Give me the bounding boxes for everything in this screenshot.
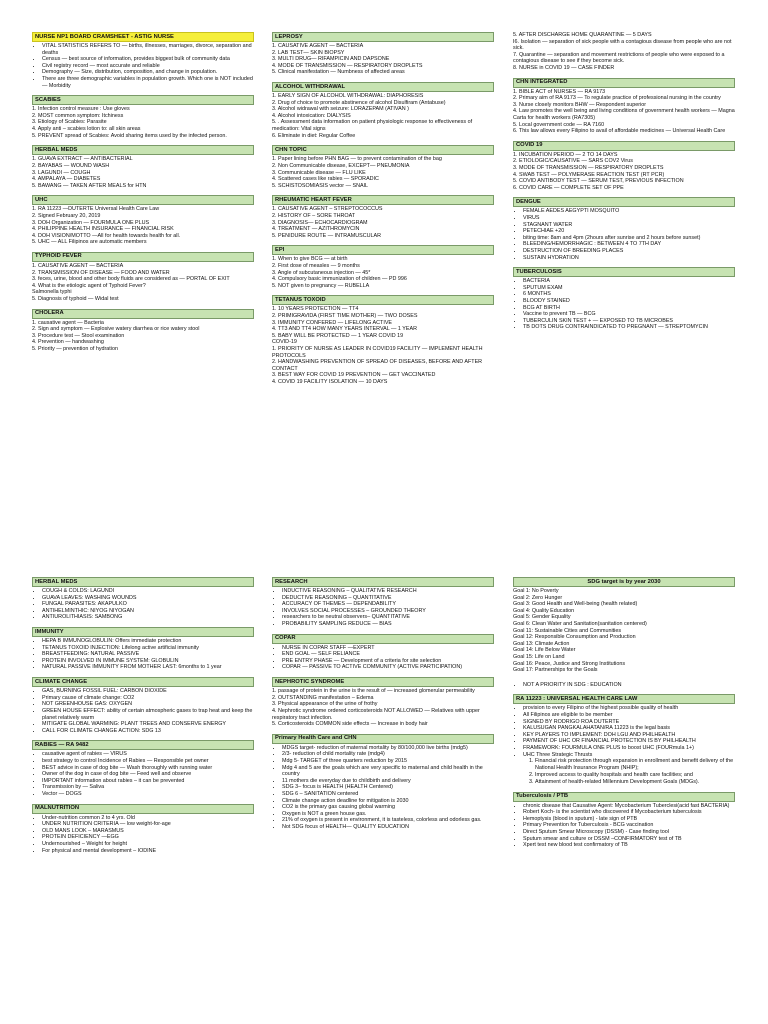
section-heading: UHC <box>32 195 254 205</box>
page2-column-2 <box>272 577 494 836</box>
list-item: 2. BAYABAS — WOUND WASH <box>32 162 110 169</box>
section-heading: COVID 19 <box>513 141 735 151</box>
list-item: • All Filipinos are eligible to be member <box>523 712 735 719</box>
list-item: • Vaccine to prevent TB — BCG <box>523 311 735 318</box>
list-item: • FUNGAL PARASITES: AKAPULKO <box>42 601 254 608</box>
list-item: 5. PENIDURE ROUTE — INTRAMUSCULAR <box>272 232 382 239</box>
list-item: • BCG AT BIRTH <box>523 305 735 312</box>
list-item: 3. Nurse closely monitors BHW — Respondent superior <box>513 101 647 108</box>
section-ra-11223-universal-health-care-law <box>513 694 735 785</box>
list-item: • MDGS target- reduction of maternal mortality by 80/100,000 live births (mdg5) <box>282 745 494 752</box>
list-item: 4. TT3 AND TT4 HOW MANY YEARS INTERVAL — 1 YEAR <box>272 326 417 333</box>
list-item: • Xpert test new blood test confirmatory of TB <box>523 842 735 849</box>
list-item: 1. BIBLE ACT of NURSES — RA 9173 <box>513 88 606 95</box>
bullet-list <box>32 638 254 671</box>
list-item: • PRE ENTRY PHASE — Development of a criteria for site selection <box>282 658 494 665</box>
list-item: Goal 5: Gender Equality <box>513 614 571 621</box>
list-item: 3. Communicable disease — FLU LIKE <box>272 169 366 176</box>
section-heading: SCABIES <box>32 95 254 105</box>
list-item: 2. LAB TEST— SKIN BIOPSY <box>272 49 345 56</box>
list-item: • 6 MONTHS <box>523 291 735 298</box>
list-item: Salmonella typhi <box>32 289 72 296</box>
section-heading: RESEARCH <box>272 577 494 587</box>
list-item: 1. CAUSATIVE AGENT – STREPTOCOCCUS <box>272 206 383 213</box>
section-untitled <box>513 32 735 72</box>
section-herbal-meds <box>32 577 254 621</box>
list-item: • UNDER NUTRITION CRITERIA — low weight-for-age <box>42 821 254 828</box>
section-heading: DENGUE <box>513 197 735 207</box>
list-item: 1. INCUBATION PERIOD — 2 TO 14 DAYS <box>513 151 618 158</box>
list-item: • BACTERIA <box>523 278 735 285</box>
bullet-list <box>32 815 254 855</box>
list-item: • STAGNANT WATER <box>523 222 735 229</box>
section-dengue <box>513 197 735 261</box>
section-leprosy <box>272 32 494 76</box>
list-item: • OLD MANS LOOK – MARASMUS <box>42 828 254 835</box>
list-item: • MITIGATE GLOBAL WARMING: PLANT TREES AND CONSERVE ENERGY <box>42 721 254 728</box>
list-item: • Robert Koch- is the scientist who discovered if Mycobacterium tuberculosis <box>523 809 735 816</box>
list-item: 2. First dose of measles — 9 months <box>272 262 360 269</box>
section-heading: HERBAL MEDS <box>32 145 254 155</box>
list-item: 3. feces, urine, blood and other body fluids are considered as — PORTAL OF EXIT <box>32 276 230 283</box>
list-item: • chronic disease that Causative Agent: Mycobacterium Tuberclesi(acid fast BACTERIA) <box>523 803 735 810</box>
list-item: 1. CAUSATIVE AGENT — BACTERIA <box>32 262 124 269</box>
list-item: • ACCURACY OF THEMES — DEPENDABILITY <box>282 601 494 608</box>
section-tuberculosis <box>513 267 735 331</box>
section-herbal-meds <box>32 145 254 189</box>
page1-column-2 <box>272 32 494 392</box>
list-item: • Undernourished – Weight for height <box>42 841 254 848</box>
list-item: 4. SWAB TEST — POLYMERASE REACTION TEST (RT PCR) <box>513 171 665 178</box>
list-item: 4. Apply anti – scabies lotion to: all skin areas <box>32 126 141 133</box>
list-item: • TUBERCULIN SKIN TEST + — EXPOSED TO TB MICROBES <box>523 318 735 325</box>
section-immunity <box>32 627 254 671</box>
list-item: • FRAMEWORK: FOURMULA ONE PLUS to boost UHC (FOURmula 1+) <box>523 745 735 752</box>
section-tetanus-toxoid <box>272 295 494 385</box>
section-uhc <box>32 195 254 246</box>
list-item: 3. Physical appearance of the urine of frothy <box>272 701 378 708</box>
list-item: Goal 12: Responsible Consumption and Production <box>513 634 636 641</box>
section-heading: TETANUS TOXOID <box>272 295 494 305</box>
section-heading: MALNUTRITION <box>32 804 254 814</box>
list-item: • NOT A PRIORITY IN SDG : EDUCATION <box>523 682 735 689</box>
list-item: • 2/3- reduction of child mortality rate (mdg4) <box>282 751 494 758</box>
list-item: 5. Clinical manifestation — Numbness of affected areas <box>272 69 405 76</box>
bullet-list <box>32 588 254 621</box>
list-item: 5. Local government code — RA 7160 <box>513 121 605 128</box>
list-item: 3. Angle of subcutaneous injection — 45* <box>272 269 371 276</box>
list-item: 3. MODE OF TRANSMISSION — RESPIRATORY DROPLETS <box>513 165 664 172</box>
list-item: • UHC Three Strategic Thrusts <box>523 752 735 759</box>
section-heading: RHEUMATIC HEART FEVER <box>272 195 494 205</box>
list-item: Goal 16: Peace, Justice and Strong Institutions <box>513 660 626 667</box>
section-scabies <box>32 95 254 139</box>
bullet-list <box>513 278 735 331</box>
list-item: • NOT GREENHOUSE GAS: OXYGEN <box>42 701 254 708</box>
page2-column-3 <box>513 577 735 855</box>
list-item: • IMPORTANT information about rabies – it can be prevented <box>42 778 254 785</box>
section-heading: EPI <box>272 245 494 255</box>
section-heading: RA 11223 : UNIVERSAL HEALTH CARE LAW <box>513 694 735 704</box>
list-item: • Direct Sputum Smear Microscopy (DSSM) - Case finding tool <box>523 829 735 836</box>
list-item: 3. IMMUNITY CONFERED — LIFELONG ACTIVE <box>272 319 393 326</box>
list-item: • PROBABILITY SAMPLING REDUCE — BIAS <box>282 621 494 628</box>
list-item: 5. PREVENT spread of Scabies: Avoid sharing items used by the infected person. <box>32 132 227 139</box>
list-item: Goal 1: No Poverty <box>513 588 559 595</box>
bullet-list <box>513 682 735 689</box>
list-item: Goal 6: Clean Water and Sanitation(sanitation centered) <box>513 621 647 628</box>
list-item: Goal 14: Life Below Water <box>513 647 576 654</box>
list-item: 4. TREATMENT — AZITHROMYCIN <box>272 226 360 233</box>
list-item: • Not SDG focus of HEALTH— QUALITY EDUCATION <box>282 824 494 831</box>
list-item: 2. MOST common symptom: Itchiness <box>32 112 124 119</box>
list-item: 4. Law promotes the well being and living conditions of government health workers — Magna Carta for health workers (RA7305) <box>513 108 735 121</box>
list-item: 5. SCHISTOSOMIASIS vector — SNAIL <box>272 182 369 189</box>
section-heading: SDG target is by year 2030 <box>513 577 735 587</box>
list-item: • INVOLVES SOCIAL PROCESSES – GROUNDED THEORY <box>282 608 494 615</box>
list-item: • Transmission by — Saliva <box>42 784 254 791</box>
list-item: 3. Etiology of Scabies: Parasite <box>32 119 107 126</box>
list-item: • INDUCTIVE REASONING – QUALITATIVE RESEARCH <box>282 588 494 595</box>
list-item: • ANTIUROLITHIASIS: SAMBONG <box>42 614 254 621</box>
list-item: 4. AMPALAYA — DIABETES <box>32 176 101 183</box>
list-item: • DEDUCTIVE REASONING – QUANTITATIVE <box>282 595 494 602</box>
section-climate-change <box>32 677 254 734</box>
list-item: • KEY PLAYERS TO IMPLEMENT: DOH LGU AND PHILHEALTH <box>523 732 735 739</box>
list-item: • biting time: 8am and 4pm (2hours after sunrise and 2 hours before sunset) <box>523 235 735 242</box>
list-item: 3. DIAGNOSIS— ECHOCARDIOGRAM <box>272 219 368 226</box>
list-item: • PAYMENT OF UHC OR FINANCIAL PROTECTION IS BY PHILHEALTH <box>523 738 735 745</box>
section-chn-topic <box>272 145 494 189</box>
list-item: 4. Nephrotic syndrome ordered corticosteroids NOT ALLOWED — Relatives with upper respiratory tract infection. <box>272 707 480 721</box>
list-item: 1. passage of protein in the urine is the result of — increased glomerular permeability <box>272 688 475 695</box>
list-item: 8. NURSE in COVID 19 — CASE FINDER <box>513 64 615 71</box>
list-item: • FEMALE AEDES AEGYPTI MOSQUITO <box>523 208 735 215</box>
list-item: I6. Isolation — separation of sick people with a contagious disease from people who are not sick. <box>513 38 732 52</box>
section-nurse-np1-board-cramsheet-astig-nurse <box>32 32 254 89</box>
list-item: 5. COVID ANTIBODY TEST — SERUM TEST, PREVIOUS INFECTION <box>513 178 684 185</box>
list-item: 4. Alcohol intoxication: DIALYSIS <box>272 112 351 119</box>
numbered-sublist <box>513 758 735 785</box>
list-item: 3. LAGUNDI — COUGH <box>32 169 91 176</box>
list-item: • KALUSUGAN PANGKALAHATAN/RA 11223 is the legal basis <box>523 725 735 732</box>
list-item: • BLEEDING/HEMORRHAGIC : BETWEEN 4 TO 7TH DAY <box>523 241 735 248</box>
list-item: 3. BEST WAY FOR COVID 19 PREVENTION — GET VACCINATED <box>272 372 436 379</box>
list-item: 2. Signed February 20, 2019 <box>32 212 101 219</box>
list-item: 2. Improved access to quality hospitals and health care facilities; and <box>535 772 735 779</box>
list-item: • SDG 6 – SANITATION centered <box>282 791 494 798</box>
list-item: 3. DOH Organization — FOURMULA ONE PLUS <box>32 219 150 226</box>
section-malnutrition <box>32 804 254 855</box>
section-heading: CHN INTEGRATED <box>513 78 735 88</box>
list-item: • COUGH & COLDS: LAGUNDI <box>42 588 254 595</box>
list-item: 5. Diagnosis of typhoid — Widal test <box>32 295 119 302</box>
list-item: 1. EARLY SIGN OF ALCOHOL WITHDRAWAL: DIAPHORESIS <box>272 93 424 100</box>
list-item: • ANTIHELMINTHIC: NIYOG NIYOGAN <box>42 608 254 615</box>
list-item: • SDG 3– focus is HEALTH (HEALTH Centered) <box>282 784 494 791</box>
list-item: • TETANUS TOXOID INJECTION: Lifelong active artificial immunity <box>42 645 254 652</box>
list-item: • COPAR — PASSIVE TO ACTIVE COMMUNITY (ACTIVE PARTICIPATION) <box>282 664 494 671</box>
section-heading: HERBAL MEDS <box>32 577 254 587</box>
list-item: 2. HANDWASHING PREVENTION OF SPREAD OF DISEASES, BEFORE AND AFTER CONTACT <box>272 359 483 372</box>
list-item: Goal 11: Sustainable Cities and Communities <box>513 627 622 634</box>
list-item: 2. Drug of choice to promote abstinence of alcohol Disulfiram (Antabuse) <box>272 99 446 106</box>
list-item: • TB DOTS DRUG CONTRAINDICATED TO PREGNANT — STREPTOMYCIN <box>523 324 735 331</box>
list-item: 3. Alcohol widrawal with seizure: LORAZEPAM (ATIVAN ) <box>272 106 409 113</box>
list-item: 1. 10 YEARS PROTECTION — TT4 <box>272 306 359 313</box>
bullet-list <box>32 43 254 89</box>
section-tuberculosis-ptb <box>513 792 735 849</box>
list-item: • SIGNED BY RODRIGO ROA DUTERTE <box>523 719 735 726</box>
section-heading: NEPHROTIC SYNDROME <box>272 677 494 687</box>
list-item: • VITAL STATISTICS REFERS TO — births, illnesses, marriages, divorce, separation and deaths <box>42 43 254 56</box>
list-item: • Vector — DOGS <box>42 791 254 798</box>
page1-column-1 <box>32 32 254 359</box>
section-heading: TUBERCULOSIS <box>513 267 735 277</box>
list-item: Goal 3: Good Health and Well-being (health related) <box>513 601 638 608</box>
list-item: • BEST advice in case of dog bite — Wash thoroughly with running water <box>42 765 254 772</box>
section-epi <box>272 245 494 289</box>
section-heading: CHN TOPIC <box>272 145 494 155</box>
section-heading: LEPROSY <box>272 32 494 42</box>
list-item: • Climate change action deadline for mitigation is 2030 <box>282 798 494 805</box>
page2-column-1 <box>32 577 254 860</box>
list-item: 5. UHC — ALL Filipinos are automatic members <box>32 239 147 246</box>
page1-column-3 <box>513 32 735 337</box>
bullet-list <box>272 645 494 671</box>
section-heading: IMMUNITY <box>32 627 254 637</box>
list-item: 1. Infection control measure : Use gloves <box>32 106 130 113</box>
list-item: 2. PRIMIGRAVIDA (FIRST TIME MOTHER) — TWO DOSES <box>272 313 418 319</box>
list-item: 7. Quarantine — separation and movement restrictions of people who were exposed to a contagious disease to see if they become sick. <box>513 51 725 65</box>
bullet-list <box>513 705 735 758</box>
list-item: 2. ETIOLOGIC/CAUSATIVE — SARS COV2 Virus <box>513 158 633 165</box>
list-item: • Mdg 5- TARGET of three quarters reduction by 2015 <box>282 758 494 765</box>
list-item: 1. When to give BCG — at birth <box>272 256 348 263</box>
list-item: 1. CAUSATIVE AGENT — BACTERIA <box>272 43 364 50</box>
list-item: • Under-nutrition common 2 to 4 yrs. Old <box>42 815 254 822</box>
section-heading: Tuberculosis / PTB <box>513 792 735 802</box>
list-item: 5. . Assessment data information on patient physiologic response to effectiveness of medication: Vital signs <box>272 119 473 133</box>
list-item: 4. Compulsory basic immunization of children — PD 996 <box>272 276 407 283</box>
list-item: 2. Non Communicable disease, EXCEPT— PNEUMONIA <box>272 162 410 169</box>
list-item: 6. This law allows every Filipino to avail of affordable medicines — Universal Health Care <box>513 128 726 135</box>
list-item: • PETECHIAE +20 <box>523 228 735 235</box>
list-item: • SUSTAIN HYDRATION <box>523 255 735 262</box>
list-item: 3. Procedure test — Stool examination <box>32 332 125 339</box>
list-item: • researchers to be neutral observers– QUANTITATIVE <box>282 614 494 621</box>
list-item: 1. Paper lining before PHN BAG — to prevent contamination of the bag <box>272 156 442 163</box>
list-item: • Primary Prevention for Tuberculosis - BCG vaccination <box>523 822 735 829</box>
section-primary-health-care-and-chn <box>272 734 494 831</box>
list-item: 6. Eliminate in diet: Regular Coffee <box>272 132 356 139</box>
list-item: • best strategy to control Incidence of Rabies — Responsible pet owner <box>42 758 254 765</box>
list-item: • DESTRUCTION OF BREEDING PLACES <box>523 248 735 255</box>
list-item: 5. BABY WILL BE PROTECTED — 1 YEAR COVID 19 <box>272 332 404 339</box>
list-item: 1. RA 11223 —DUTERTE Universal Health Care Law <box>32 206 160 213</box>
list-item: 5. AFTER DISCHARGE HOME QUARANTINE — 5 DAYS <box>513 32 652 38</box>
list-item: • GAS, BURNING FOSSIL FUEL: CARBON DIOXIDE <box>42 688 254 695</box>
list-item: Goal 13: Climate Action <box>513 640 570 647</box>
section-heading: CHOLERA <box>32 309 254 319</box>
list-item: COVID-19 <box>272 339 297 346</box>
section-heading: TYPHOID FEVER <box>32 252 254 262</box>
list-item: • END GOAL — SELF RELIANCE <box>282 651 494 658</box>
list-item: • BREASTFEEDING: NATURAL PASSIVE <box>42 651 254 658</box>
list-item: 4. What is the etiologic agent of Typhoid Fever? <box>32 282 146 289</box>
list-item: 4. PHILIPPINE HEALTH INSURANCE — FINANCIAL RISK <box>32 226 174 233</box>
list-item: 4. Scattered cases like rabies — SPORADIC <box>272 176 379 183</box>
list-item: 1. causative agent — Bacteria <box>32 319 104 326</box>
list-item: Goal 4: Quality Education <box>513 607 575 614</box>
list-item: • CALL FOR CLIMATE CHANGE ACTION: SDG 13 <box>42 728 254 735</box>
section-rheumatic-heart-fever <box>272 195 494 239</box>
bullet-list <box>272 588 494 628</box>
list-item: 5. Priority — prevention of hydration <box>32 345 118 352</box>
list-item: • NATURAL PASSIVE IMMUNITY FROM MOTHER LAST: 6months to 1 year <box>42 664 254 671</box>
list-item: • For physical and mental development – IODINE <box>42 848 254 855</box>
bullet-list <box>272 745 494 831</box>
section-typhoid-fever <box>32 252 254 303</box>
list-item: 1. Financial risk protection through expansion in enrollment and benefit delivery of the National Health Insurance Program (NHIP); <box>535 758 735 771</box>
list-item: • GREEN HOUSE EFFECT: ability of certain atmospheric gases to trap heat and keep the planet relatively warm <box>42 708 254 721</box>
section-heading: ALCOHOL WITHDRAWAL <box>272 82 494 92</box>
list-item: 1. GUAVA EXTRACT — ANTIBACTERIAL <box>32 156 133 163</box>
list-item: 2. Primary aim of RA 9173 — To regulate practice of professional nursing in the country <box>513 95 721 102</box>
section-sdg-target-is-by-year-2030 <box>513 577 735 688</box>
section-heading: Primary Health Care and CHN <box>272 734 494 744</box>
list-item: Goal 17: Partnerships for the Goals <box>513 667 598 674</box>
list-item: 4. DOH VISION/MOTTO —All for health towards health for all. <box>32 232 181 239</box>
list-item: • Mdg 4 and 5 are the goals which are very specific to maternal and child health in the country <box>282 765 494 778</box>
section-research <box>272 577 494 628</box>
section-rabies-ra-9482 <box>32 740 254 797</box>
list-item: 2. HISTORY OF – SORE THROAT <box>272 212 356 219</box>
list-item: 3. MULTI DRUG— RIFAMPICIN AND DAPSONE <box>272 56 390 63</box>
list-item: 2. Sign and symptom — Explosive watery diarrhea or rice watery stool <box>32 326 200 333</box>
list-item: • GUAVA LEAVES: WASHING WOUNDS <box>42 595 254 602</box>
list-item: • 21% of oxygen is present in environment, it is tasteless, colorless and odorless gas. <box>282 817 494 824</box>
bullet-list <box>32 688 254 734</box>
list-item: • Hemoptysis (blood in sputum) - late sign of PTB <box>523 816 735 823</box>
list-item: • Demography — Size, distribution, composition, and change in population. <box>42 69 254 76</box>
list-item: • There are three demographic variables in population growth. Which one is NOT included — Morbidity <box>42 76 254 89</box>
list-item: 4. MODE OF TRANSMISSION — RESPIRATORY DROPLETS <box>272 62 423 69</box>
list-item: • BLOODY STAINED <box>523 298 735 305</box>
section-alcohol-withdrawal <box>272 82 494 139</box>
list-item: Goal 2: Zero Hunger <box>513 594 563 601</box>
list-item: • Oxygen is NOT a green house gas. <box>282 811 494 818</box>
section-nephrotic-syndrome <box>272 677 494 728</box>
list-item: • provision to every Filipino of the highest possible quality of health <box>523 705 735 712</box>
list-item: 4. Prevention — handwashing <box>32 339 104 346</box>
bullet-list <box>32 751 254 797</box>
section-heading: COPAR <box>272 634 494 644</box>
list-item: 5. BAWANG — TAKEN AFTER MEALS for HTN <box>32 182 147 189</box>
list-item: 4. COVID 19 FACILITY ISOLATION — 10 DAYS <box>272 378 388 385</box>
bullet-list <box>513 208 735 261</box>
list-item: • Sputum smear and culture or DSSM –CONFIRMATORY test of TB <box>523 836 735 843</box>
list-item: 2. TRANSMISSION OF DISEASE — FOOD AND WATER <box>32 269 170 276</box>
section-heading: NURSE NP1 BOARD CRAMSHEET - ASTIG NURSE <box>32 32 254 42</box>
list-item: 2. OUTSTANDING manifestation – Edema <box>272 694 374 701</box>
section-cholera <box>32 309 254 353</box>
list-item: • causative agent of rabies — VIRUS <box>42 751 254 758</box>
list-item: 5. Corticosteroids COMMON side effects — Increase in body hair <box>272 721 428 728</box>
list-item: 3. Attainment of health-related Millennium Development Goals (MDGs). <box>535 779 735 786</box>
list-item: • CO2 is the primary gas causing global warming <box>282 804 494 811</box>
list-item: • PROTEIN DEFICIENCY —EGG <box>42 834 254 841</box>
list-item: Goal 15: Life on Land <box>513 654 565 660</box>
list-item: • Owner of the dog in case of dog bite — Feed well and observe <box>42 771 254 778</box>
section-covid-19 <box>513 141 735 192</box>
list-item: • HEPA B IMMUNOGLOBULIN: Offers immediate protection <box>42 638 254 645</box>
section-heading: RABIES — RA 9482 <box>32 740 254 750</box>
list-item: • VIRUS <box>523 215 735 222</box>
list-item: • 11 mothers die everyday due to childbirth and delivery <box>282 778 494 785</box>
section-chn-integrated <box>513 78 735 135</box>
list-item: 1. PRIORITY OF NURSE AS LEADER IN COVID19 FACILITY — IMPLEMENT HEALTH PROTOCOLS <box>272 345 483 359</box>
list-item: • Civil registry record — most accurate and reliable <box>42 63 254 70</box>
section-heading: CLIMATE CHANGE <box>32 677 254 687</box>
list-item: • Primary cause of climate change: CO2 <box>42 695 254 702</box>
bullet-list <box>513 803 735 849</box>
list-item: • SPUTUM EXAM <box>523 285 735 292</box>
section-copar <box>272 634 494 671</box>
list-item: • PROTEIN INVOLVED IN IMMUNE SYSTEM: GLOBULIN <box>42 658 254 665</box>
list-item: 5. NOT given to pregnancy — RUBELLA <box>272 282 370 289</box>
list-item: • Census — best source of information, provides biggest bulk of community data <box>42 56 254 63</box>
list-item: 6. COVID CARE — COMPLETE SET OF PPE <box>513 184 624 191</box>
list-item: • NURSE IN COPAR STAFF —EXPERT <box>282 645 494 652</box>
